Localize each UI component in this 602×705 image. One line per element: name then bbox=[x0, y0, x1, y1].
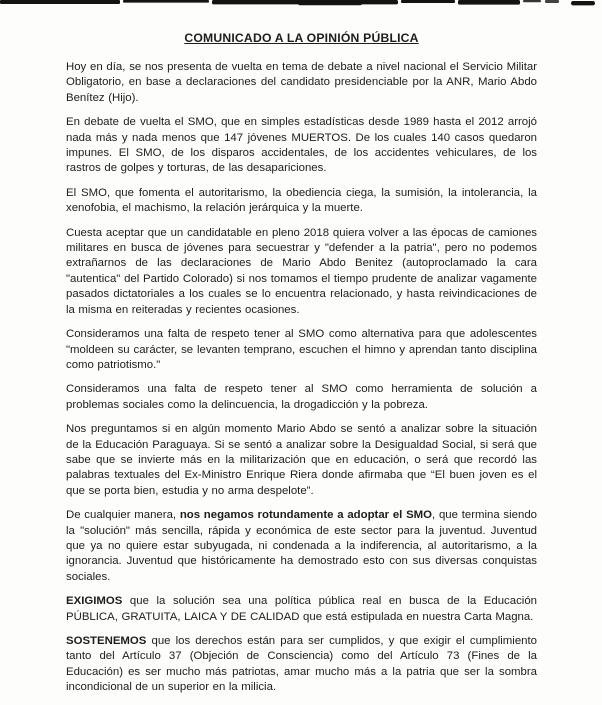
document-title: COMUNICADO A LA OPINIÓN PÚBLICA bbox=[184, 31, 419, 45]
paragraph bbox=[66, 634, 537, 696]
text-run: , que termina siendo la "solución" más sencilla, rápida y económica de este sector para la juventud. Juventud que ya no quiere estar subyugada, ni condenada a la indiferencia, al autoritarismo, a la ignorancia. Juventud que históricamente ha demostrado esto con sus diversas conquistas sociales. bbox=[66, 509, 538, 583]
paragraph bbox=[66, 60, 537, 106]
paragraph bbox=[66, 508, 537, 585]
text-run: Consideramos una falta de respeto tener al SMO como alternativa para que adolescentes "moldeen su carácter, se levanten temprano, escuchen el himno y aprendan tanto disciplina como patriotismo." bbox=[66, 328, 537, 371]
bold-text-run: EXIGIMOS bbox=[66, 595, 123, 608]
scan-noise-artifact bbox=[0, 0, 602, 10]
bold-text-run: nos negamos rotundamente a adoptar el SMO bbox=[179, 509, 433, 522]
text-run: Consideramos una falta de respeto tener al SMO como herramienta de solución a problemas sociales como la delincuencia, la drogadicción y la pobreza. bbox=[66, 383, 537, 411]
text-run: De cualquier manera, bbox=[66, 509, 180, 522]
bold-text-run: SOSTENEMOS bbox=[66, 635, 147, 647]
document-body-container bbox=[66, 31, 537, 705]
paragraph bbox=[66, 226, 537, 318]
paragraph-container bbox=[66, 60, 537, 696]
text-run: En debate de vuelta el SMO, que en simples estadísticas desde 1989 hasta el 2012 arrojó nada más y nada menos que 147 jóvenes MUERTOS. De los cuales 140 casos quedaron impunes. El SMO, de los disparos accidentales, de los accidentes vehiculares, de los rastros de golpes y torturas, de las desapariciones. bbox=[66, 116, 537, 175]
text-run: Nos preguntamos si en algún momento Mario Abdo se sentó a analizar sobre la situación de la Educación Paraguaya. Si se sentó a analizar sobre la Desigualdad Social, si será que sabe que se invierte más en la militarización que en educación, o será que recordó las palabras textuales del Ex-Ministro Enrique Riera donde afirmaba que “El buen joven es el que se porta bien, estudia y no arma despelote”. bbox=[66, 423, 537, 497]
text-run: Hoy en día, se nos presenta de vuelta en tema de debate a nivel nacional el Servicio Militar Obligatorio, en base a declaraciones del candidato presidenciable por la ANR, Mario Abdo Benítez (Hijo). bbox=[66, 61, 537, 104]
paragraph bbox=[66, 327, 537, 373]
paragraph bbox=[66, 422, 537, 499]
paragraph bbox=[66, 115, 537, 177]
text-run: que los derechos están para ser cumplidos, y que exigir el cumplimiento tanto del Artículo 37 (Objeción de Consciencia) como del Artículo 73 (Fines de la Educación) es ser mucho más patriotas, amar mucho más a la patria que ser la sombra incondicional de un superior en la milicia. bbox=[66, 635, 537, 694]
paragraph bbox=[66, 594, 537, 625]
text-run: Cuesta aceptar que un candidatable en pleno 2018 quiera volver a las épocas de camiones militares en busca de jóvenes para secuestrar y "defender a la patria", pero no podemos extrañarnos de las declaraciones de Mario Abdo Benitez (autoproclamado la cara "autentica" del Partido Colorado) si nos tomamos el tiempo prudente de analizar vagamente pasados dictatoriales a los cuales se lo encuentra relacionado, y hasta reivindicaciones de la misma en reiteradas y recientes ocasiones. bbox=[66, 226, 537, 316]
paragraph bbox=[66, 382, 537, 413]
paragraph bbox=[66, 186, 537, 217]
text-run: El SMO, que fomenta el autoritarismo, la obediencia ciega, la sumisión, la intolerancia, la xenofobia, el machismo, la relación jerárquica y la muerte. bbox=[66, 186, 537, 215]
text-run: que la solución sea una política pública real en busca de la Educación PÚBLICA, GRATUITA, LAICA Y DE CALIDAD que está estipulada en nuestra Carta Magna. bbox=[66, 595, 537, 623]
